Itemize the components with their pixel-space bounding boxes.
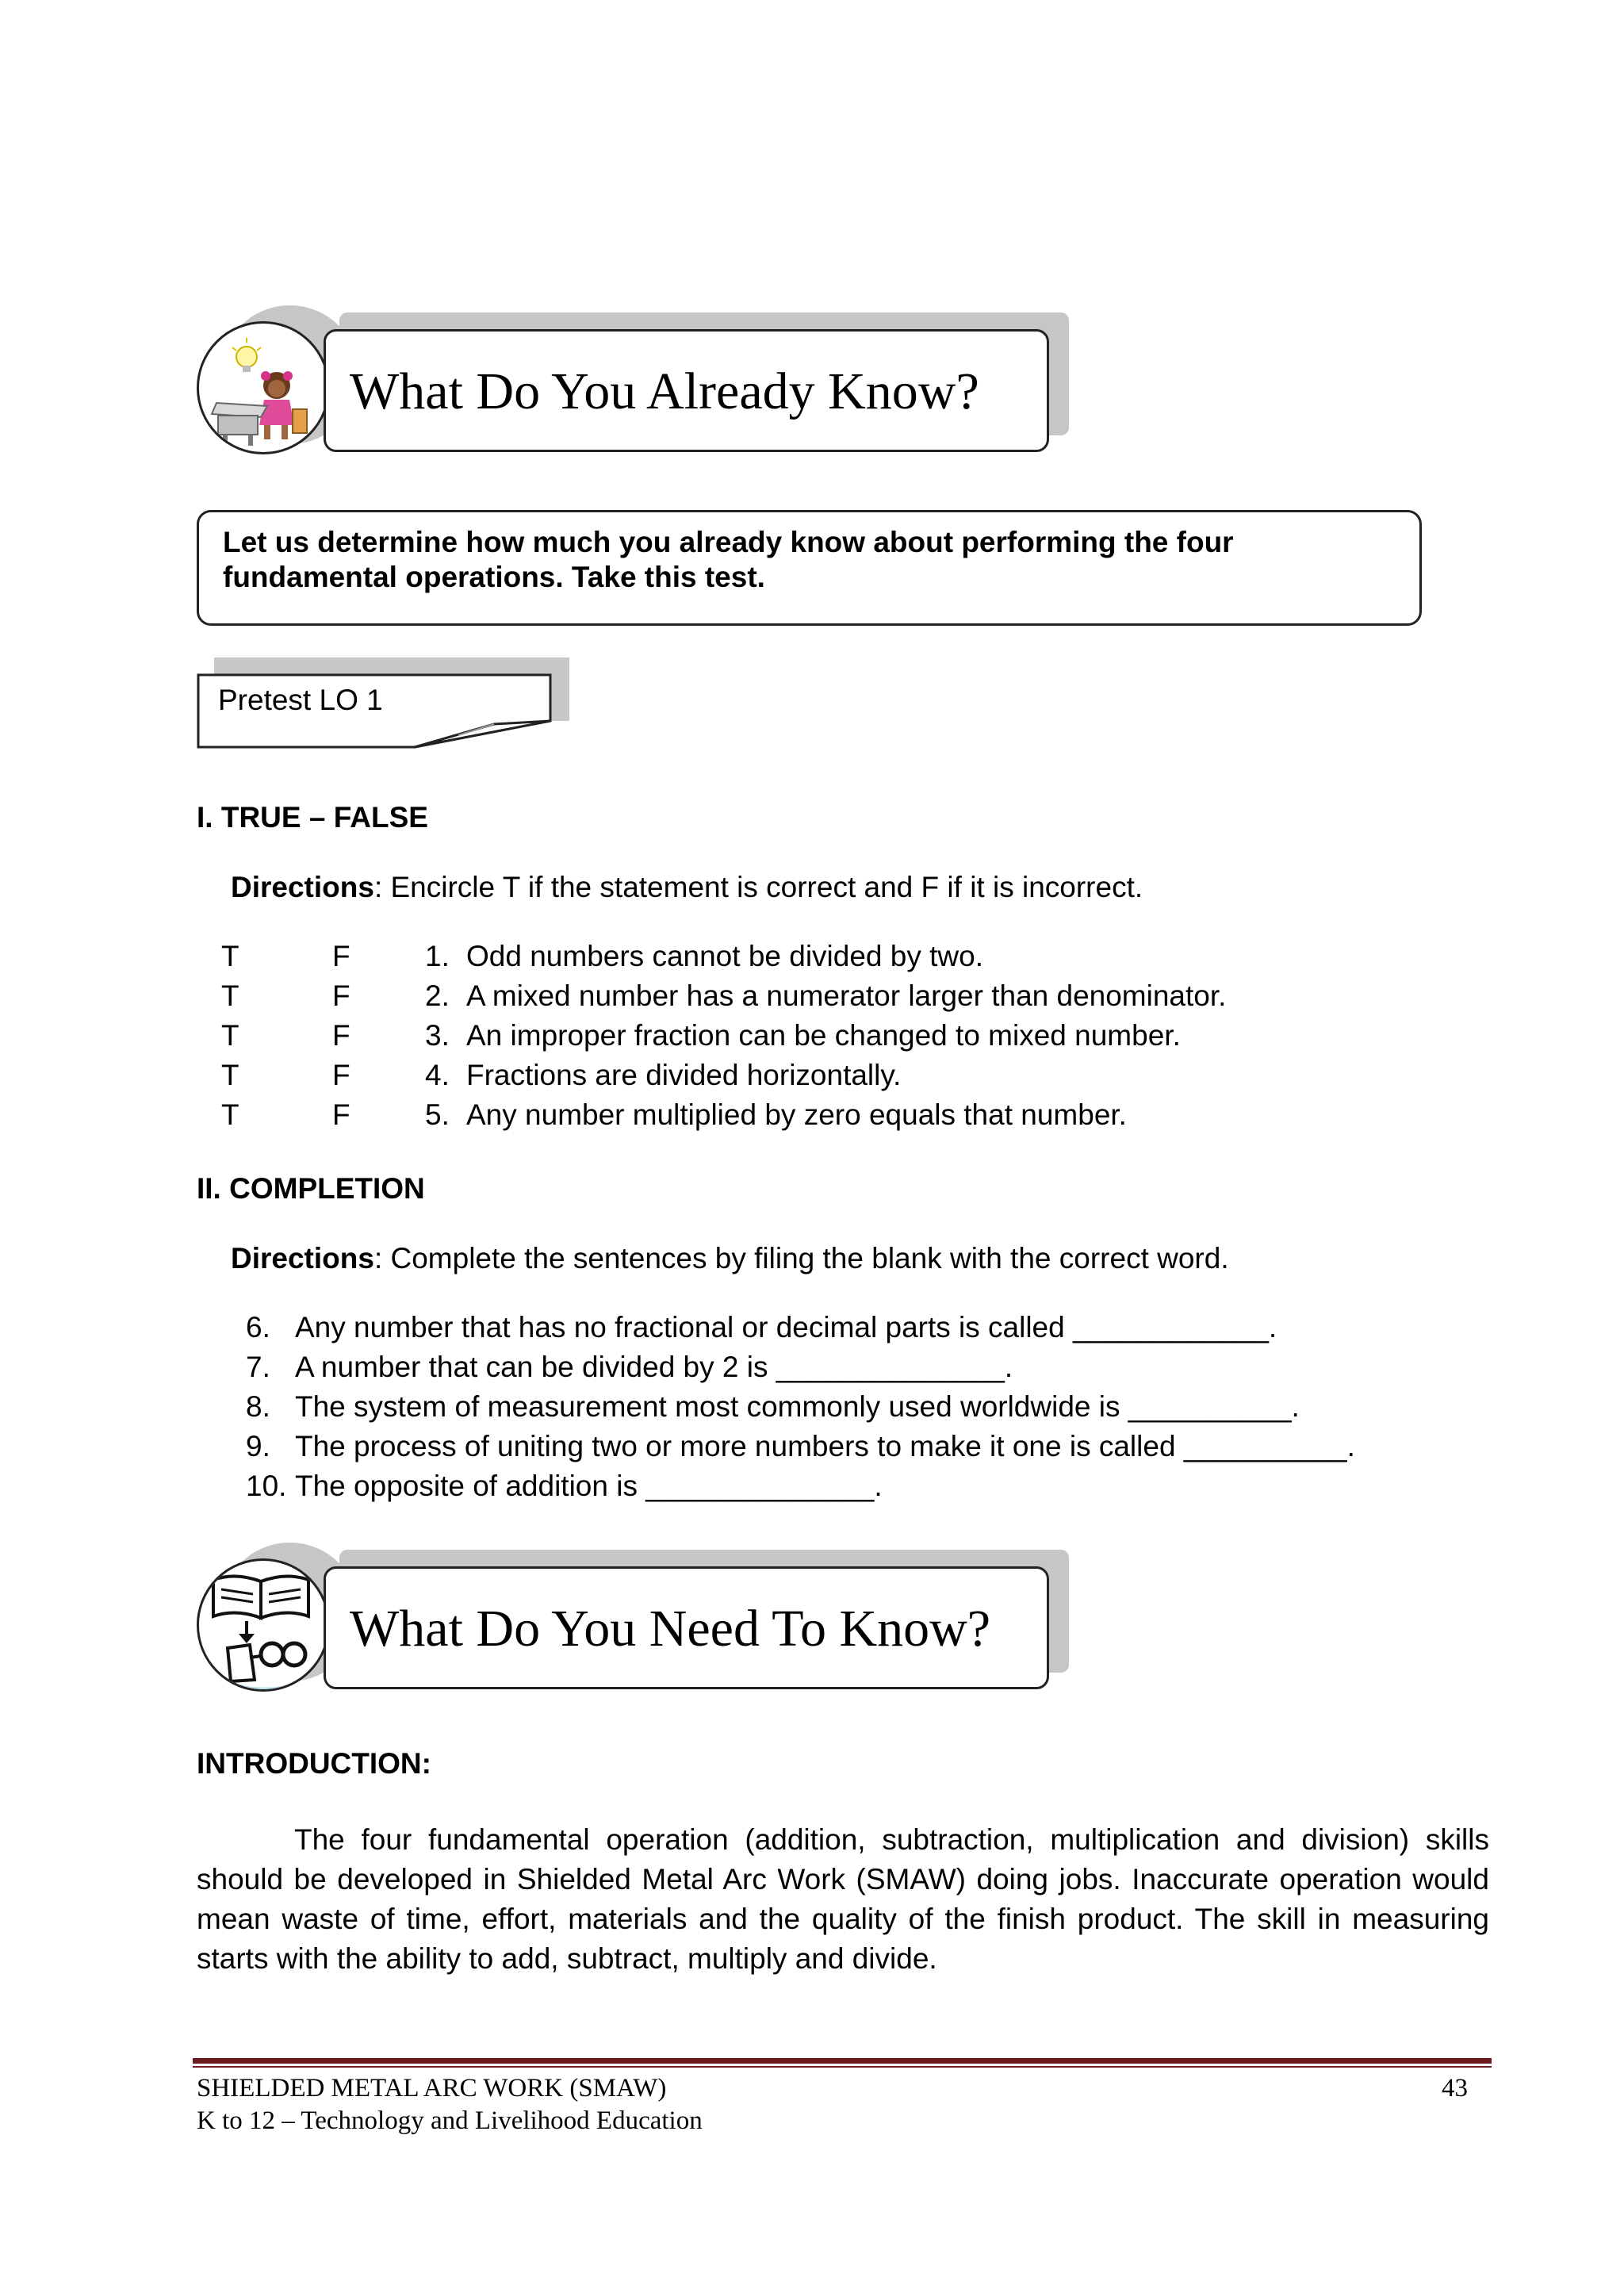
- false-option[interactable]: F: [332, 979, 350, 1012]
- true-option[interactable]: T: [221, 1019, 239, 1052]
- footer-rule: [193, 2058, 1492, 2064]
- page-number: 43: [1442, 2074, 1468, 2102]
- true-option[interactable]: T: [221, 1059, 239, 1091]
- section-banner-already-know: [197, 305, 1077, 468]
- item-sentence[interactable]: Any number that has no fractional or decimal parts is called ____________.: [295, 1311, 1277, 1343]
- item-number: 2.: [425, 979, 450, 1012]
- section-banner-need-to-know: [197, 1543, 1077, 1705]
- true-false-directions: [231, 871, 1143, 904]
- directions-text: : Complete the sentences by filing the blank with the correct word.: [373, 1242, 1229, 1274]
- true-false-heading: I. TRUE – FALSE: [197, 801, 428, 834]
- pretest-label: Pretest LO 1: [218, 684, 383, 716]
- intro-line-1: Let us determine how much you already know about performing the four: [223, 526, 1234, 558]
- section-title: What Do You Already Know?: [350, 362, 979, 420]
- true-option[interactable]: T: [221, 1098, 239, 1131]
- footer-curriculum: K to 12 – Technology and Livelihood Education: [197, 2106, 703, 2135]
- false-option[interactable]: F: [332, 1019, 350, 1052]
- item-number: 1.: [425, 940, 450, 972]
- item-statement: Odd numbers cannot be divided by two.: [466, 940, 983, 972]
- item-statement: Any number multiplied by zero equals that number.: [466, 1098, 1127, 1131]
- book-and-reader-icon: [197, 1558, 330, 1692]
- item-statement: A mixed number has a numerator larger than denominator.: [466, 979, 1227, 1012]
- intro-instructions-box: [197, 510, 1422, 626]
- introduction-paragraph: The four fundamental operation (addition, subtraction, multiplication and division) skills should be developed in Shielded Metal Arc Work (SMAW) doing jobs. Inaccurate operation would mean waste of time, effort, materials and the quality of the finish product. The skill in measuring starts with the ability to add, subtract, multiply and divide.: [197, 1823, 1489, 1975]
- item-sentence[interactable]: The opposite of addition is ______________.: [295, 1470, 883, 1502]
- false-option[interactable]: F: [332, 1098, 350, 1131]
- item-number: 6.: [246, 1311, 270, 1343]
- section-title: What Do You Need To Know?: [350, 1600, 991, 1658]
- item-statement: Fractions are divided horizontally.: [466, 1059, 902, 1091]
- item-sentence[interactable]: The process of uniting two or more numbers to make it one is called __________.: [295, 1430, 1355, 1462]
- directions-label: Directions: [231, 1242, 374, 1274]
- footer-rule-thin: [193, 2066, 1492, 2068]
- footer-course-title: SHIELDED METAL ARC WORK (SMAW): [197, 2074, 667, 2102]
- item-statement: An improper fraction can be changed to mixed number.: [466, 1019, 1181, 1052]
- true-option[interactable]: T: [221, 979, 239, 1012]
- item-number: 3.: [425, 1019, 450, 1052]
- introduction-heading: INTRODUCTION:: [197, 1747, 431, 1780]
- item-number: 7.: [246, 1351, 270, 1383]
- banner-title-box: [324, 329, 1049, 452]
- item-sentence[interactable]: The system of measurement most commonly used worldwide is __________.: [295, 1390, 1300, 1423]
- false-option[interactable]: F: [332, 940, 350, 972]
- banner-title-box: [324, 1566, 1049, 1689]
- item-number: 10.: [246, 1470, 287, 1502]
- item-number: 4.: [425, 1059, 450, 1091]
- item-number: 9.: [246, 1430, 270, 1462]
- directions-label: Directions: [231, 871, 374, 903]
- false-option[interactable]: F: [332, 1059, 350, 1091]
- true-option[interactable]: T: [221, 940, 239, 972]
- item-number: 8.: [246, 1390, 270, 1423]
- completion-directions: [231, 1242, 1229, 1275]
- directions-text: : Encircle T if the statement is correct and F if it is incorrect.: [373, 871, 1143, 903]
- student-at-desk-icon: [197, 321, 330, 454]
- item-number: 5.: [425, 1098, 450, 1131]
- completion-heading: II. COMPLETION: [197, 1172, 425, 1205]
- intro-line-2: fundamental operations. Take this test.: [223, 561, 765, 593]
- item-sentence[interactable]: A number that can be divided by 2 is ______________.: [295, 1351, 1013, 1383]
